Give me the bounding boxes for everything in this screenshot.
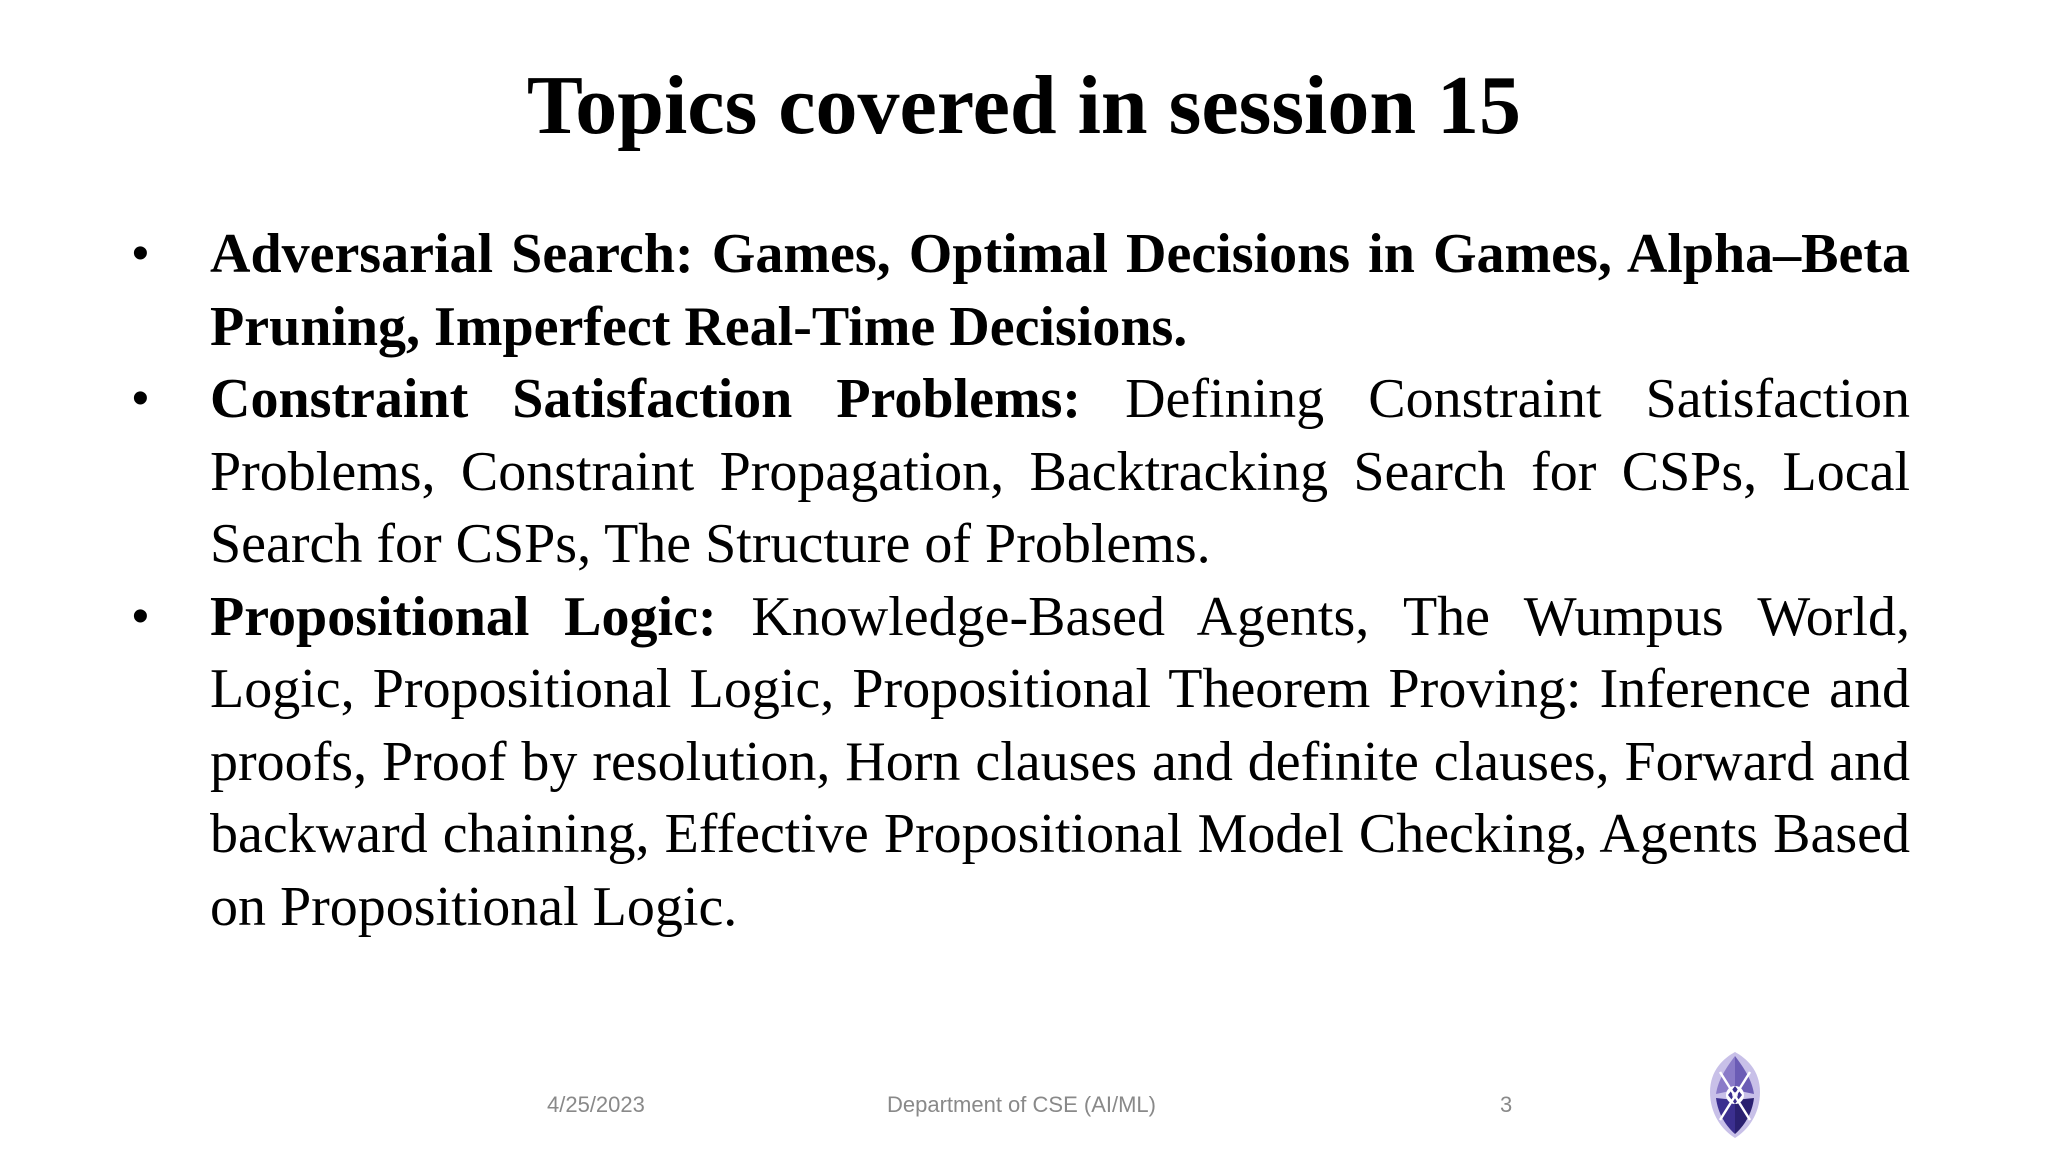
- bullet-list: [120, 218, 1910, 943]
- bullet-body: Defining Constraint Satisfaction Problems, Constraint Propagation, Backtracking Search for CSPs, Local Search for CSPs, The Structure of Problems.: [210, 368, 1910, 575]
- university-emblem-icon: [1706, 1050, 1764, 1140]
- bullet-symbol: •: [132, 227, 149, 280]
- bullet-heading: Constraint Satisfaction Problems:: [210, 368, 1082, 430]
- footer-date: 4/25/2023: [547, 1092, 645, 1117]
- bullet-item-propositional-logic: [120, 581, 1910, 944]
- bullet-item-csp: [120, 363, 1910, 581]
- footer-page-number: 3: [1500, 1092, 1513, 1117]
- bullet-body: Knowledge-Based Agents, The Wumpus World, Logic, Propositional Logic, Propositional Theorem Proving: Inference and proofs, Proof by resolution, Horn clauses and definite clauses, Forward and backward chaining, Effective Propositional Model Checking, Agents Based on Propositional Logic.: [210, 585, 1910, 938]
- slide-title: Topics covered in session 15: [526, 59, 1522, 152]
- bullet-item-adversarial-search: [120, 218, 1910, 363]
- bullet-heading: Adversarial Search: Games, Optimal Decisions in Games, Alpha–Beta Pruning, Imperfect Real-Time Decisions.: [210, 223, 1910, 358]
- footer-department: Department of CSE (AI/ML): [887, 1092, 1156, 1117]
- bullet-heading: Propositional Logic:: [210, 585, 717, 648]
- bullet-symbol: •: [132, 372, 149, 425]
- bullet-symbol: •: [132, 589, 149, 643]
